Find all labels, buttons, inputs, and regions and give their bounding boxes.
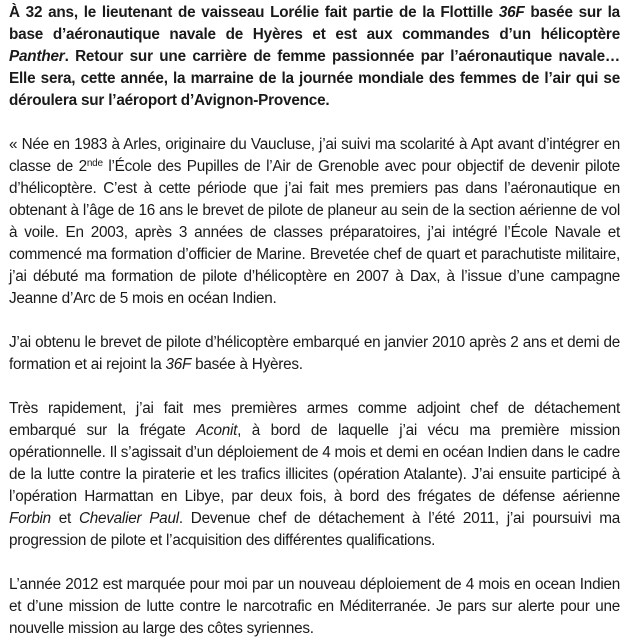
missions-text-3: et bbox=[50, 510, 79, 527]
article-body bbox=[9, 2, 620, 640]
paragraph-gap bbox=[9, 376, 620, 398]
paragraph-2012 bbox=[9, 574, 620, 640]
missions-text-2: , à bord de laquelle j’ai vécu ma première mission opérationnelle. Il s’agissait d’un déploiement de 4 mois et demi en océan Indien dans le cadre de la lutte contre la piraterie et les trafics illicites (opération Atalante). J’ai ensuite participé à l’opération Harmattan en Libye, par deux fois, à bord des frégates de défense aérienne bbox=[9, 422, 620, 505]
paragraph-missions bbox=[9, 398, 620, 552]
flottille-name: 36F bbox=[165, 356, 192, 373]
year-2012-text: L’année 2012 est marquée pour moi par un nouveau déploiement de 4 mois en ocean Indien et d’une mission de lutte contre le narcotrafic en Méditerranée. Je pars sur alerte pour une nouvelle mission au large des côtes syriennes. bbox=[9, 576, 620, 637]
paragraph-gap bbox=[9, 310, 620, 332]
paragraph-gap bbox=[9, 552, 620, 574]
intro-text-1: À 32 ans, le lieutenant de vaisseau Lorélie fait partie de la Flottille bbox=[9, 4, 499, 21]
helicopter-name: Panther bbox=[9, 48, 65, 65]
flottille-name: 36F bbox=[498, 4, 525, 21]
paragraph-gap bbox=[9, 112, 620, 134]
intro-paragraph bbox=[9, 2, 620, 112]
intro-text-2: basée sur la base d’aéronautique navale de Hyères et est aux commandes d’un hélicoptère bbox=[9, 4, 620, 43]
paragraph-brevet bbox=[9, 332, 620, 376]
ship-chevalier-paul: Chevalier Paul bbox=[78, 510, 179, 527]
missions-text-1: Très rapidement, j’ai fait mes premières armes comme adjoint chef de détachement embarqué sur la frégate bbox=[9, 400, 620, 439]
education-text-2: l’École des Pupilles de l’Air de Grenoble avec pour objectif de devenir pilote d’hélicoptère. C’est à cette période que j’ai fait mes premiers pas dans l’aéronautique en obtenant à l’âge de 16 ans le brevet de pilote de planeur au sein de la section aérienne de vol à voile. En 2003, après 3 années de classes préparatoires, j’ai intégré l’École Navale et commencé ma formation d’officier de Marine. Brevetée chef de quart et parachutiste militaire, j’ai débuté ma formation de pilote d’hélicoptère en 2007 à Dax, à l’issue d’une campagne Jeanne d’Arc de 5 mois en océan Indien. bbox=[9, 158, 620, 307]
ship-aconit: Aconit bbox=[196, 422, 238, 439]
education-text-1: « Née en 1983 à Arles, originaire du Vaucluse, j’ai suivi ma scolarité à Apt avant d’intégrer en classe de 2 bbox=[9, 136, 620, 175]
paragraph-education bbox=[9, 134, 620, 310]
intro-text-3: . Retour sur une carrière de femme passionnée par l’aéronautique navale… Elle sera, cette année, la marraine de la journée mondiale des femmes de l’air qui se déroulera sur l’aéroport d’Avignon-Provence. bbox=[9, 48, 620, 109]
class-superscript: nde bbox=[86, 158, 103, 169]
brevet-text-1: J’ai obtenu le brevet de pilote d’hélicoptère embarqué en janvier 2010 après 2 ans et demi de formation et ai rejoint la bbox=[9, 334, 620, 373]
ship-forbin: Forbin bbox=[9, 510, 51, 527]
brevet-text-2: basée à Hyères. bbox=[191, 356, 303, 373]
missions-text-4: . Devenue chef de détachement à l’été 2011, j’ai poursuivi ma progression de pilote et l’acquisition des différentes qualifications. bbox=[9, 510, 620, 549]
